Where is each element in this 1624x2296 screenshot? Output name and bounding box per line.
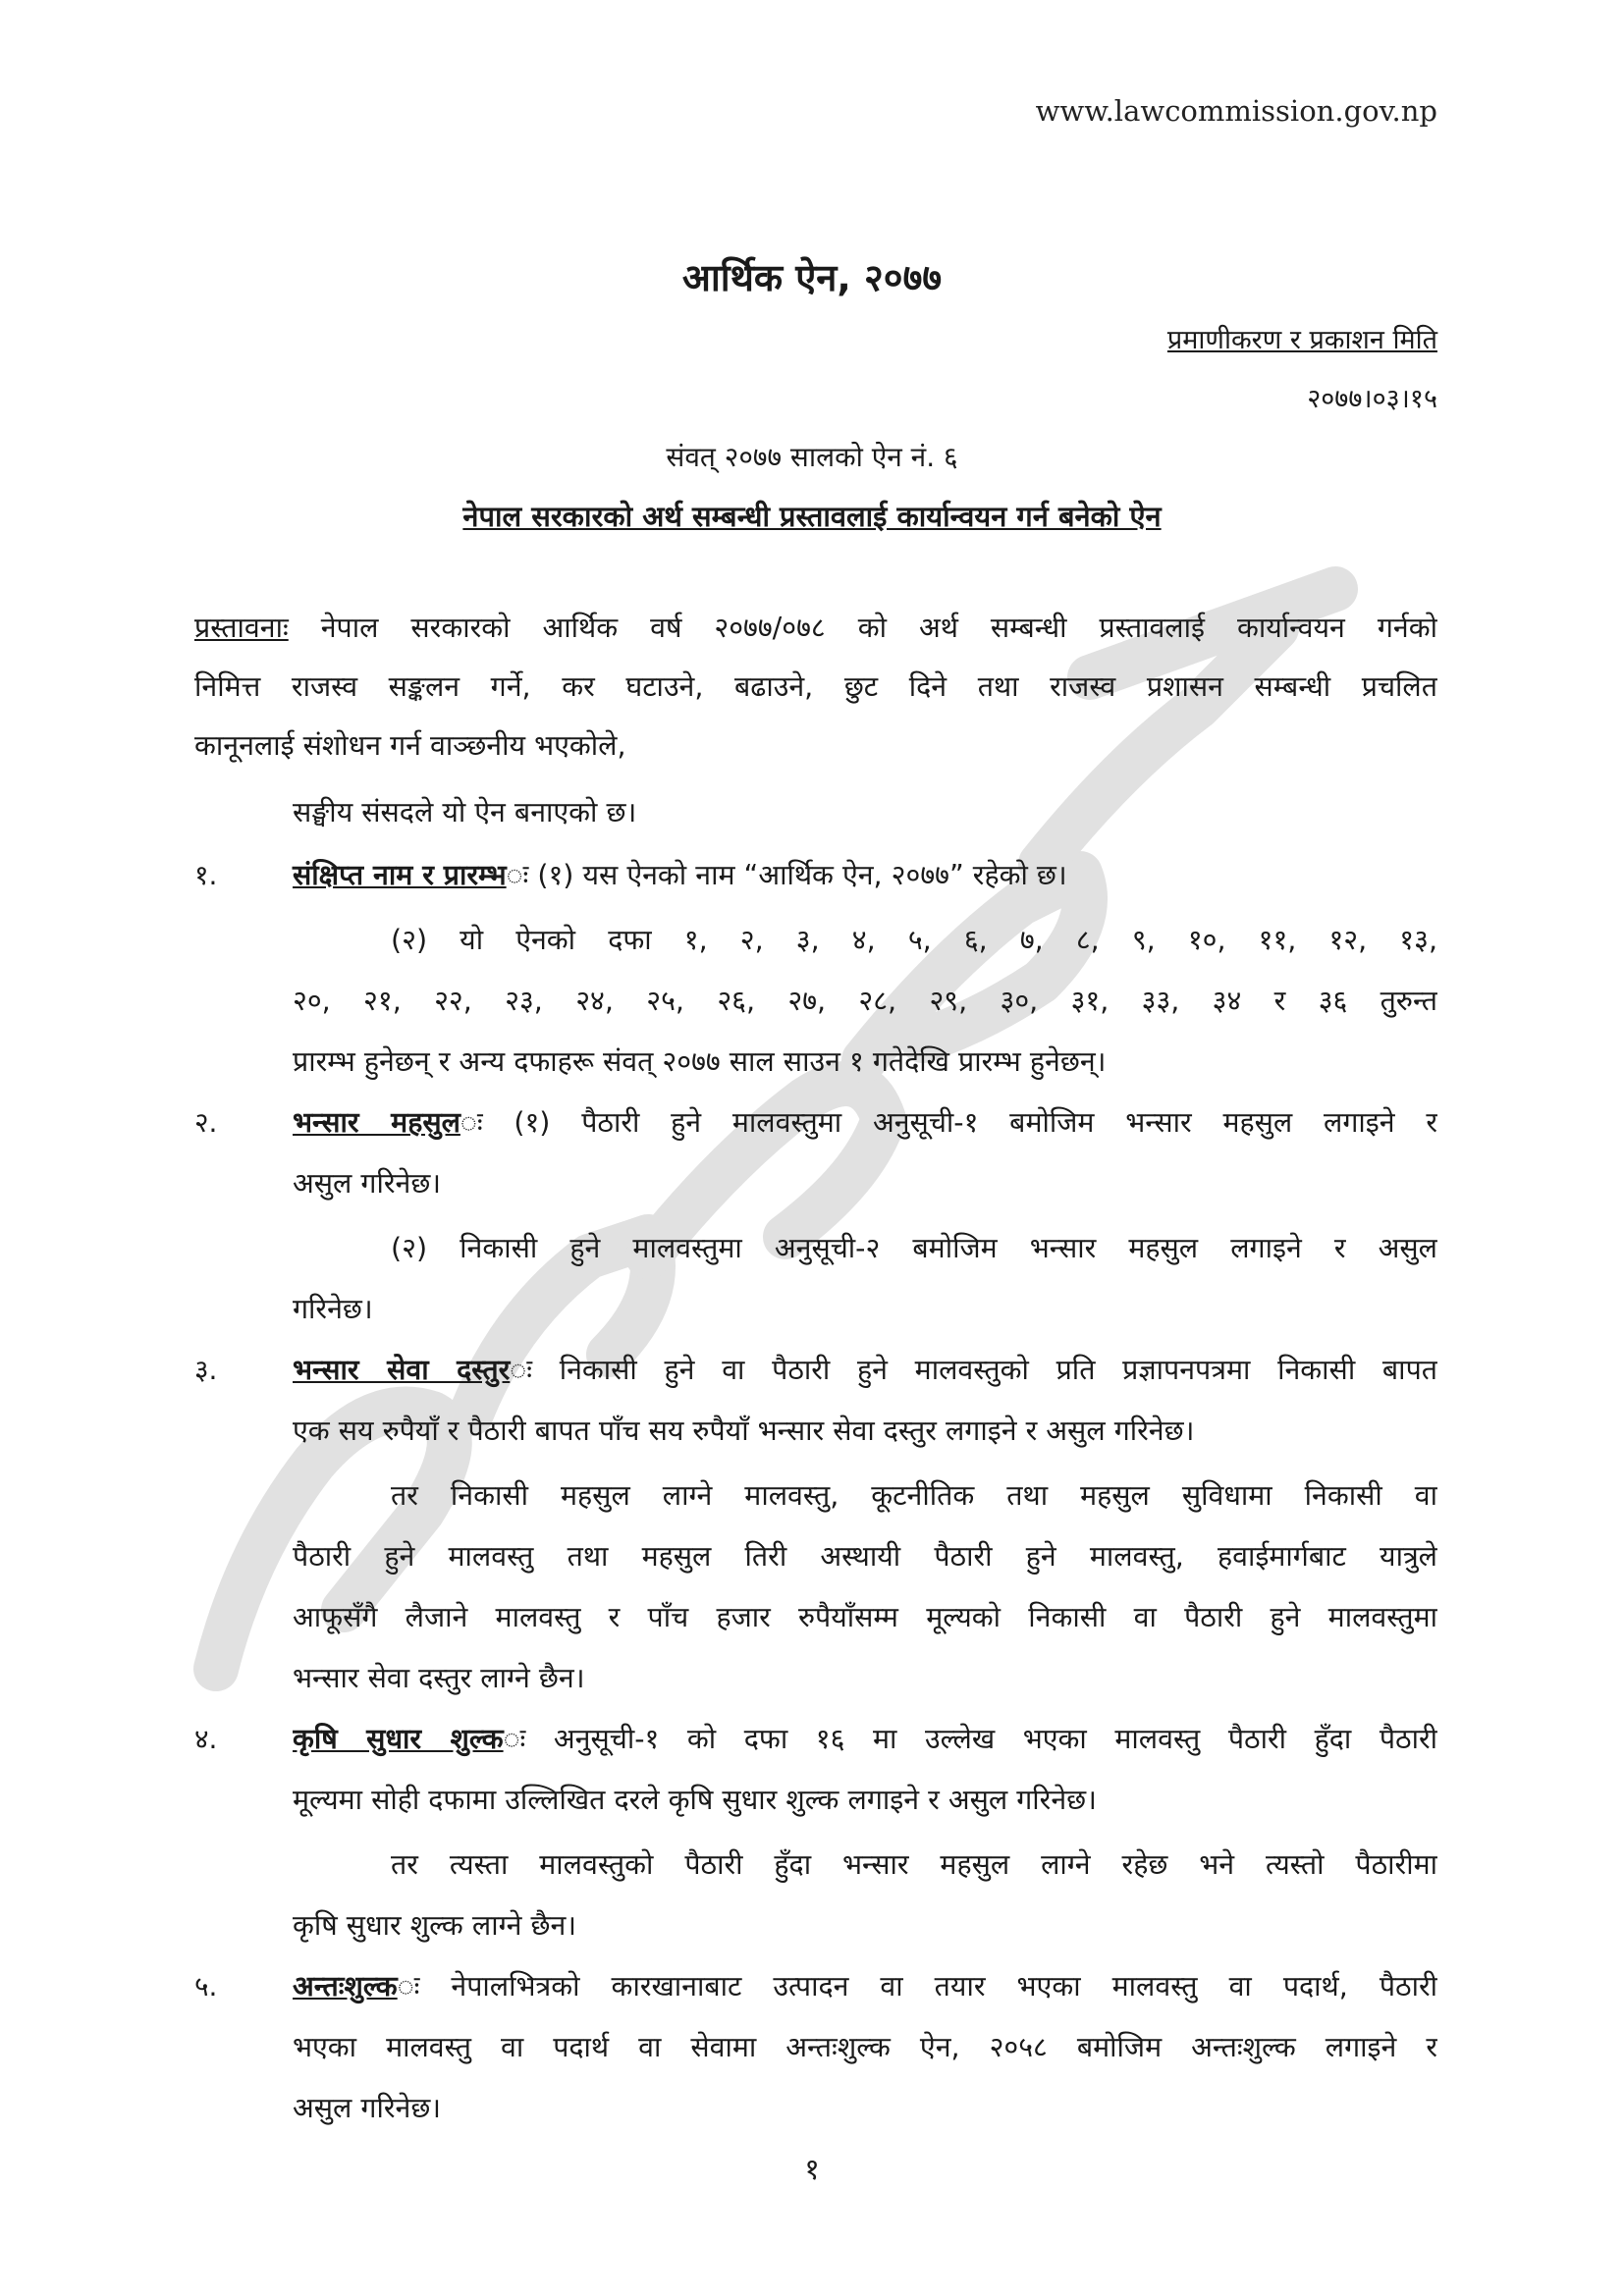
preamble-line-2: निमित्त राजस्व सङ्कलन गर्ने, कर घटाउने, बढाउने, छुट दिने तथा राजस्व प्रशासन सम्बन्धी प्रचलित bbox=[194, 670, 1437, 703]
act-subtitle: नेपाल सरकारको अर्थ सम्बन्धी प्रस्तावलाई कार्यान्वयन गर्न बनेको ऐन bbox=[462, 500, 1162, 533]
section-2-heading: भन्सार महसुल bbox=[293, 1106, 460, 1139]
section-1-line-1: संक्षिप्त नाम र प्रारम्भः (१) यस ऐनको नाम “आर्थिक ऐन, २०७७” रहेको छ। bbox=[293, 859, 1067, 891]
section-1-line-2: (२) यो ऐनको दफा १, २, ३, ४, ५, ६, ७, ८, ९, १०, ११, १२, १३, bbox=[391, 924, 1437, 956]
authentication-label: प्रमाणीकरण र प्रकाशन मिति bbox=[1166, 325, 1437, 355]
section-4-line-4: कृषि सुधार शुल्क लाग्ने छैन। bbox=[293, 1909, 577, 1942]
section-3-line-2: एक सय रुपैयाँ र पैठारी बापत पाँच सय रुपैयाँ भन्सार सेवा दस्तुर लगाइने र असुल गरिनेछ। bbox=[293, 1415, 1195, 1447]
authentication-date: २०७७।०३।१५ bbox=[1307, 384, 1437, 414]
section-4-line-1: कृषि सुधार शुल्कः अनुसूची-१ को दफा १६ मा उल्लेख भएका मालवस्तु पैठारी हुँदा पैठारी bbox=[293, 1723, 1437, 1755]
section-number-4: ४. bbox=[194, 1723, 218, 1755]
section-number-2: २. bbox=[194, 1106, 218, 1139]
section-3-line-4: पैठारी हुने मालवस्तु तथा महसुल तिरी अस्थायी पैठारी हुने मालवस्तु, हवाईमार्गबाट यात्रुले bbox=[293, 1540, 1437, 1573]
section-2-line-4: गरिनेछ। bbox=[293, 1293, 373, 1325]
section-3-line-3: तर निकासी महसुल लाग्ने मालवस्तु, कूटनीतिक तथा महसुल सुविधामा निकासी वा bbox=[391, 1479, 1437, 1512]
section-1-line-3: २०, २१, २२, २३, २४, २५, २६, २७, २८, २९, ३०, ३१, ३३, ३४ र ३६ तुरुन्त bbox=[293, 985, 1437, 1017]
enactment-clause: सङ्घीय संसदले यो ऐन बनाएको छ। bbox=[293, 796, 637, 828]
section-1-line-4: प्रारम्भ हुनेछन् र अन्य दफाहरू संवत् २०७७ साल साउन १ गतेदेखि प्रारम्भ हुनेछन्। bbox=[293, 1045, 1107, 1078]
preamble-line-1: प्रस्तावनाः नेपाल सरकारको आर्थिक वर्ष २०७७/०७८ को अर्थ सम्बन्धी प्रस्तावलाई कार्यान्वयन गर्नको bbox=[194, 612, 1437, 644]
section-5-line-2: भएका मालवस्तु वा पदार्थ वा सेवामा अन्तःशुल्क ऐन, २०५८ बमोजिम अन्तःशुल्क लगाइने र bbox=[293, 2031, 1437, 2063]
website-url: www.lawcommission.gov.np bbox=[1035, 94, 1437, 128]
section-3-line-5: आफूसँगै लैजाने मालवस्तु र पाँच हजार रुपैयाँसम्म मूल्यको निकासी वा पैठारी हुने मालवस्तुमा bbox=[293, 1601, 1437, 1633]
section-number-1: १. bbox=[194, 859, 218, 891]
section-number-5: ५. bbox=[194, 1970, 218, 2002]
section-5-line-1: अन्तःशुल्कः नेपालभित्रको कारखानाबाट उत्पादन वा तयार भएका मालवस्तु वा पदार्थ, पैठारी bbox=[293, 1970, 1437, 2002]
section-2-line-3: (२) निकासी हुने मालवस्तुमा अनुसूची-२ बमोजिम भन्सार महसुल लगाइने र असुल bbox=[391, 1232, 1437, 1264]
section-2-line-2: असुल गरिनेछ। bbox=[293, 1167, 442, 1200]
section-4-line-3: तर त्यस्ता मालवस्तुको पैठारी हुँदा भन्सार महसुल लाग्ने रहेछ भने त्यस्तो पैठारीमा bbox=[391, 1848, 1437, 1881]
page-number: १ bbox=[804, 2153, 820, 2187]
section-5-line-3: असुल गरिनेछ। bbox=[293, 2092, 442, 2124]
section-5-heading: अन्तःशुल्क bbox=[293, 1970, 398, 2002]
section-2-line-1: भन्सार महसुलः (१) पैठारी हुने मालवस्तुमा अनुसूची-१ बमोजिम भन्सार महसुल लगाइने र bbox=[293, 1106, 1437, 1139]
act-number: संवत् २०७७ सालको ऐन नं. ६ bbox=[666, 441, 958, 473]
section-number-3: ३. bbox=[194, 1354, 218, 1386]
section-4-line-2: मूल्यमा सोही दफामा उल्लिखित दरले कृषि सुधार शुल्क लगाइने र असुल गरिनेछ। bbox=[293, 1784, 1097, 1816]
section-3-heading: भन्सार सेवा दस्तुर bbox=[293, 1354, 511, 1386]
section-1-heading: संक्षिप्त नाम र प्रारम्भ bbox=[293, 859, 507, 891]
section-4-heading: कृषि सुधार शुल्क bbox=[293, 1723, 504, 1755]
preamble-label: प्रस्तावना bbox=[194, 612, 289, 644]
section-3-line-6: भन्सार सेवा दस्तुर लाग्ने छैन। bbox=[293, 1662, 585, 1694]
section-3-line-1: भन्सार सेवा दस्तुरः निकासी हुने वा पैठारी हुने मालवस्तुको प्रति प्रज्ञापनपत्रमा निकासी बापत bbox=[293, 1354, 1437, 1386]
preamble-line-3: कानूनलाई संशोधन गर्न वाञ्छनीय भएकोले, bbox=[194, 729, 626, 762]
page-title: आर्थिक ऐन, २०७७ bbox=[681, 256, 943, 299]
